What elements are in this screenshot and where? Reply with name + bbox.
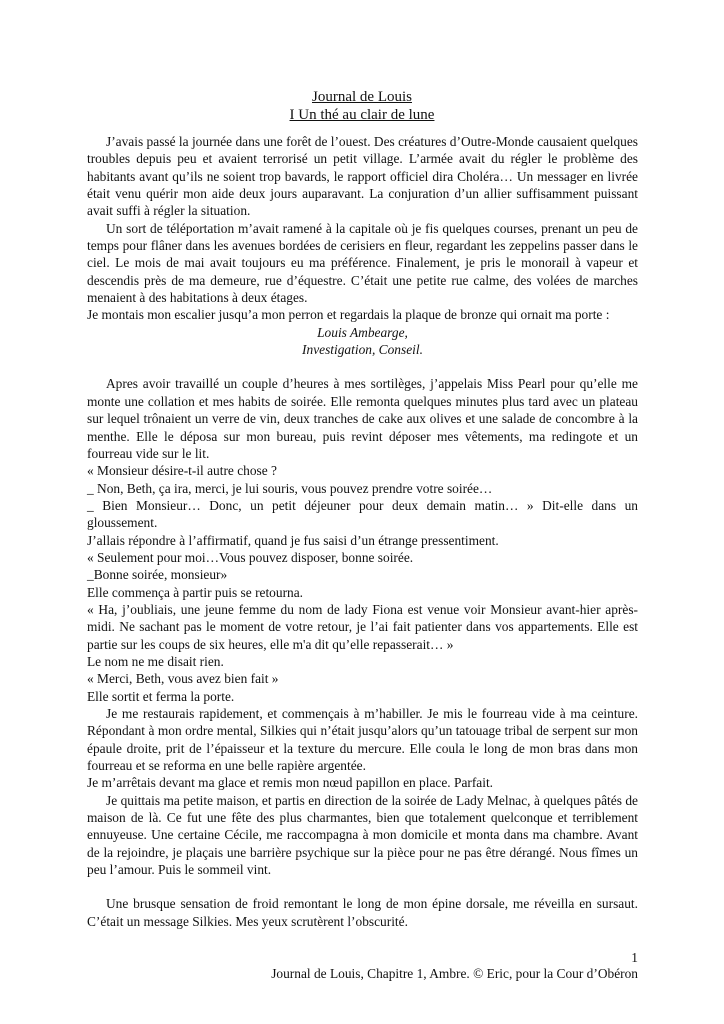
- paragraph: Une brusque sensation de froid remontant le long de mon épine dorsale, me réveilla en sursaut. C’était un message Silkies. Mes yeux scrutèrent l’obscurité.: [87, 896, 638, 929]
- page-number: 1: [631, 950, 638, 965]
- paragraph: Je me restaurais rapidement, et commençais à m’habiller. Je mis le fourreau vide à ma ceinture. Répondant à mon ordre mental, Silkies qui n’était jusqu’alors qu’un tatouage tribal de serpent sur mon épaule droite, prit de l’épaisseur et la texture du mercure. Elle coula le long de mon bras dans mon fourreau et se reforma en une belle rapière argentée.: [87, 706, 638, 774]
- paragraph: Apres avoir travaillé un couple d’heures à mes sortilèges, j’appelais Miss Pearl pour qu’elle me monte une collation et mes habits de soirée. Elle remonta quelques minutes plus tard avec un plateau sur lequel trônaient un verre de vin, deux tranches de cake aux olives et une salade de concombre à la menthe. Elle le déposa sur mon bureau, puis revint déposer mes vêtements, ma redingote et un fourreau vide sur le lit.: [87, 376, 638, 461]
- page-footer: Journal de Louis, Chapitre 1, Ambre. © Eric, pour la Cour d’Obéron: [271, 966, 638, 981]
- dialogue-line: « Ha, j’oubliais, une jeune femme du nom de lady Fiona est venue voir Monsieur avant-hier après-midi. Ne sachant pas le moment de votre retour, je l’ai fait patienter dans vos appartements. Elle est partie sur les coups de six heures, elle m'a dit qu’elle repasserait… »: [87, 601, 638, 652]
- paragraph: Je quittais ma petite maison, et partis en direction de la soirée de Lady Melnac, à quelques pâtés de maison de là. Ce fut une fête des plus charmantes, bien que totalement quelconque et terriblement ennuyeuse. Une certaine Cécile, me raccompagna à mon domicile et monta dans ma chambre. Avant de la rejoindre, je plaçais une barrière psychique sur la pièce pour ne pas être dérangé. Nous fîmes un peu l’amour. Puis le sommeil vint.: [87, 792, 638, 878]
- plaque-line: Investigation, Conseil.: [302, 342, 423, 358]
- paragraph: Je m’arrêtais devant ma glace et remis mon nœud papillon en place. Parfait.: [87, 775, 494, 791]
- dialogue-line: _Bonne soirée, monsieur»: [87, 567, 228, 583]
- paragraph: J’allais répondre à l’affirmatif, quand je fus saisi d’un étrange pressentiment.: [87, 532, 499, 548]
- dialogue-line: _ Non, Beth, ça ira, merci, je lui souris, vous pouvez prendre votre soirée…: [87, 480, 493, 496]
- paragraph: Je montais mon escalier jusqu’a mon perron et regardais la plaque de bronze qui ornait ma porte :: [87, 307, 610, 323]
- paragraph: Elle sortit et ferma la porte.: [87, 688, 235, 704]
- dialogue-line: « Monsieur désire-t-il autre chose ?: [87, 463, 278, 479]
- document-body: [87, 133, 638, 930]
- dialogue-line: « Seulement pour moi…Vous pouvez disposer, bonne soirée.: [87, 549, 414, 565]
- paragraph: Un sort de téléportation m’avait ramené à la capitale où je fis quelques courses, prenant un peu de temps pour flâner dans les avenues bordées de cerisiers en fleur, regardant les zeppelins passer dans le ciel. Le mois de mai avait toujours eu ma préférence. Finalement, je pris le monorail à vapeur et descendis près de ma demeure, rue d’équestre. C’était une petite rue calme, des volées de marches menaient à des habitations à deux étages.: [87, 220, 638, 306]
- paragraph: Le nom ne me disait rien.: [87, 653, 224, 669]
- dialogue-line: _ Bien Monsieur… Donc, un petit déjeuner pour deux demain matin… » Dit-elle dans un gloussement.: [87, 497, 638, 531]
- chapter-title: I Un thé au clair de lune: [289, 107, 435, 123]
- paragraph: Elle commença à partir puis se retourna.: [87, 584, 304, 600]
- dialogue-line: « Merci, Beth, vous avez bien fait »: [87, 671, 279, 687]
- paragraph: J’avais passé la journée dans une forêt de l’ouest. Des créatures d’Outre-Monde causaient quelques troubles depuis peu et avaient terrorisé un petit village. L’armée avait du régler le problème des habitants avant qu’ils ne soient trop bavards, le rapport officiel dira Choléra… Un messager en livrée était venu quérir mon aide deux jours auparavant. La conjuration d’un allier suffisamment puissant avait suffi à régler la situation.: [87, 134, 638, 219]
- plaque-line: Louis Ambearge,: [317, 324, 408, 340]
- document-title: Journal de Louis: [312, 89, 412, 105]
